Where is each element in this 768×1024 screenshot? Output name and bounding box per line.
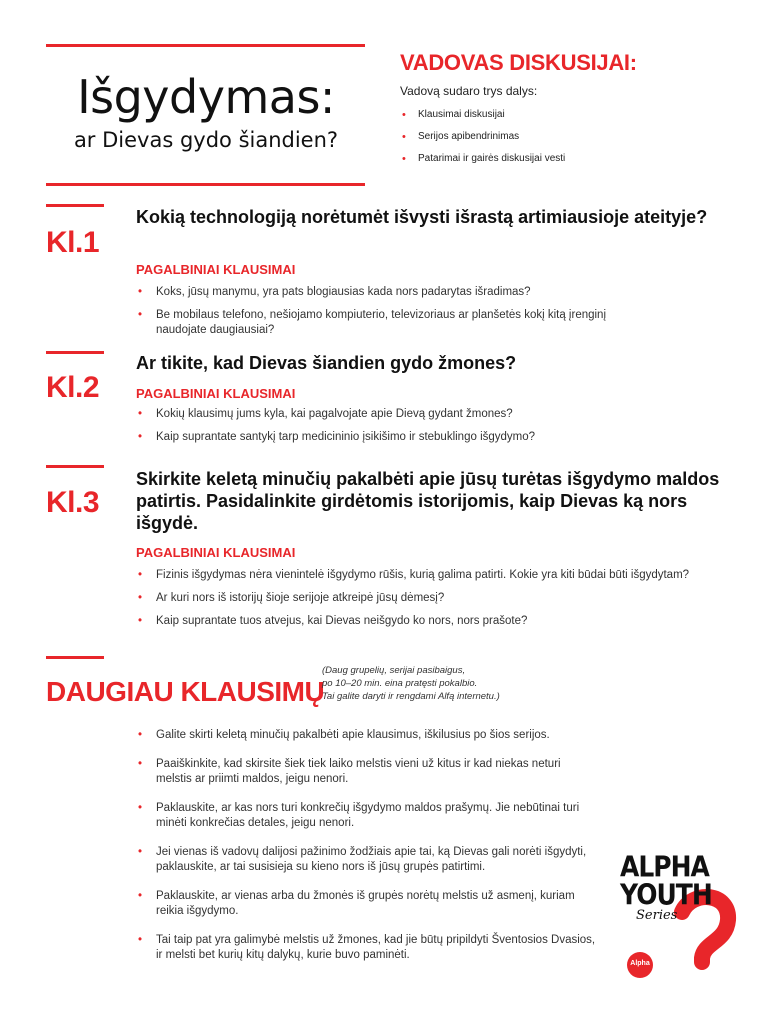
q1-label: Kl.1 (46, 226, 100, 259)
list-item: • Kokių klausimų jums kyla, kai pagalvojate apie Dievą gydant žmones? (136, 407, 736, 422)
list-item: • Paklauskite, ar vienas arba du žmonės iš grupės norėtų melstis už asmenį, kuriam reikia išgydymo. (136, 889, 596, 919)
guide-item: • Patarimai ir gairės diskusijai vesti (400, 148, 740, 170)
header-top-rule (46, 44, 365, 47)
guide-item: • Serijos apibendrinimas (400, 126, 740, 148)
logo-line3: Series (636, 908, 678, 923)
q3-text: Skirkite keletą minučių pakalbėti apie jūsų turėtas išgydymo maldos patirtis. Pasidalinkite girdėtomis istorijomis, kaip Dievas ką nors išgydė. (136, 469, 720, 533)
list-item: • Be mobilaus telefono, nešiojamo kompiuterio, televizoriaus ar planšetės kokį kitą įrenginį naudojate daugiausiai? (136, 308, 656, 338)
list-item: • Paklauskite, ar kas nors turi konkrečių išgydymo maldos prašymų. Jie nebūtinai turi minėti konkrečias detales, jeigu nenori. (136, 801, 596, 831)
list-item: • Kaip suprantate tuos atvejus, kai Dievas neišgydo ko nors, nors prašote? (136, 614, 736, 629)
list-item: • Koks, jūsų manymu, yra pats blogiausias kada nors padarytas išradimas? (136, 285, 736, 300)
guide-item: • Klausimai diskusijai (400, 104, 740, 126)
logo-badge: Alpha (630, 960, 650, 967)
more-note (322, 664, 542, 703)
q3-label: Kl.3 (46, 486, 100, 519)
note-line: Tai galite daryti ir rengdami Alfą internetu.) (322, 691, 500, 702)
list-item: • Kaip suprantate santykį tarp medicininio įsikišimo ir stebuklingo išgydymo? (136, 430, 736, 445)
guide-heading: VADOVAS DISKUSIJAI: (400, 50, 637, 75)
alpha-youth-logo (612, 850, 742, 980)
note-line: (Daug grupelių, serijai pasibaigus, (322, 665, 466, 676)
q1-rule (46, 204, 104, 207)
list-item: • Ar kuri nors iš istorijų šioje serijoje atkreipė jūsų dėmesį? (136, 591, 736, 606)
guide-list (400, 104, 740, 170)
q3-bullets (136, 568, 736, 629)
more-heading: DAUGIAU KLAUSIMŲ (46, 676, 325, 707)
q2-bullets (136, 407, 736, 445)
list-item: • Fizinis išgydymas nėra vienintelė išgydymo rūšis, kurią galima patirti. Kokie yra kiti būdai būti išgydytam? (136, 568, 696, 583)
q2-help-heading: PAGALBINIAI KLAUSIMAI (136, 386, 296, 401)
more-list (136, 728, 596, 977)
q1-bullets (136, 285, 736, 338)
logo-line1: ALPHA (620, 849, 709, 884)
list-item: • Jei vienas iš vadovų dalijosi pažinimo žodžiais apie tai, ką Dievas gali norėti išgydyti, paklauskite, ar tai susisieja su kieno nors iš jūsų grupės patirtimi. (136, 845, 596, 875)
q2-label: Kl.2 (46, 371, 100, 404)
q2-rule (46, 351, 104, 354)
q1-text: Kokią technologiją norėtumėt išvysti išrastą artimiausioje ateityje? (136, 207, 708, 227)
list-item: • Paaiškinkite, kad skirsite šiek tiek laiko melstis vieni už kitus ir kad niekas neturi melstis ar priimti maldos, jeigu nenori. (136, 757, 596, 787)
list-item: • Galite skirti keletą minučių pakalbėti apie klausimus, iškilusius po šios serijos. (136, 728, 596, 743)
q3-rule (46, 465, 104, 468)
page-title: Išgydymas: (77, 70, 335, 124)
note-line: po 10–20 min. eina pratęsti pokalbio. (322, 678, 478, 689)
logo-line2: YOUTH (620, 877, 712, 912)
guide-intro: Vadovą sudaro trys dalys: (400, 84, 538, 98)
q3-help-heading: PAGALBINIAI KLAUSIMAI (136, 545, 296, 560)
page-subtitle: ar Dievas gydo šiandien? (73, 128, 339, 152)
discussion-guide (400, 50, 740, 170)
q2-text: Ar tikite, kad Dievas šiandien gydo žmones? (136, 353, 517, 373)
list-item: • Tai taip pat yra galimybė melstis už žmones, kad jie būtų pripildyti Šventosios Dvasios, ir melsti bet kurių kitų dalykų, kurie buvo paminėti. (136, 933, 596, 963)
q1-help-heading: PAGALBINIAI KLAUSIMAI (136, 262, 296, 277)
more-rule (46, 656, 104, 659)
header-bottom-rule (46, 183, 365, 186)
